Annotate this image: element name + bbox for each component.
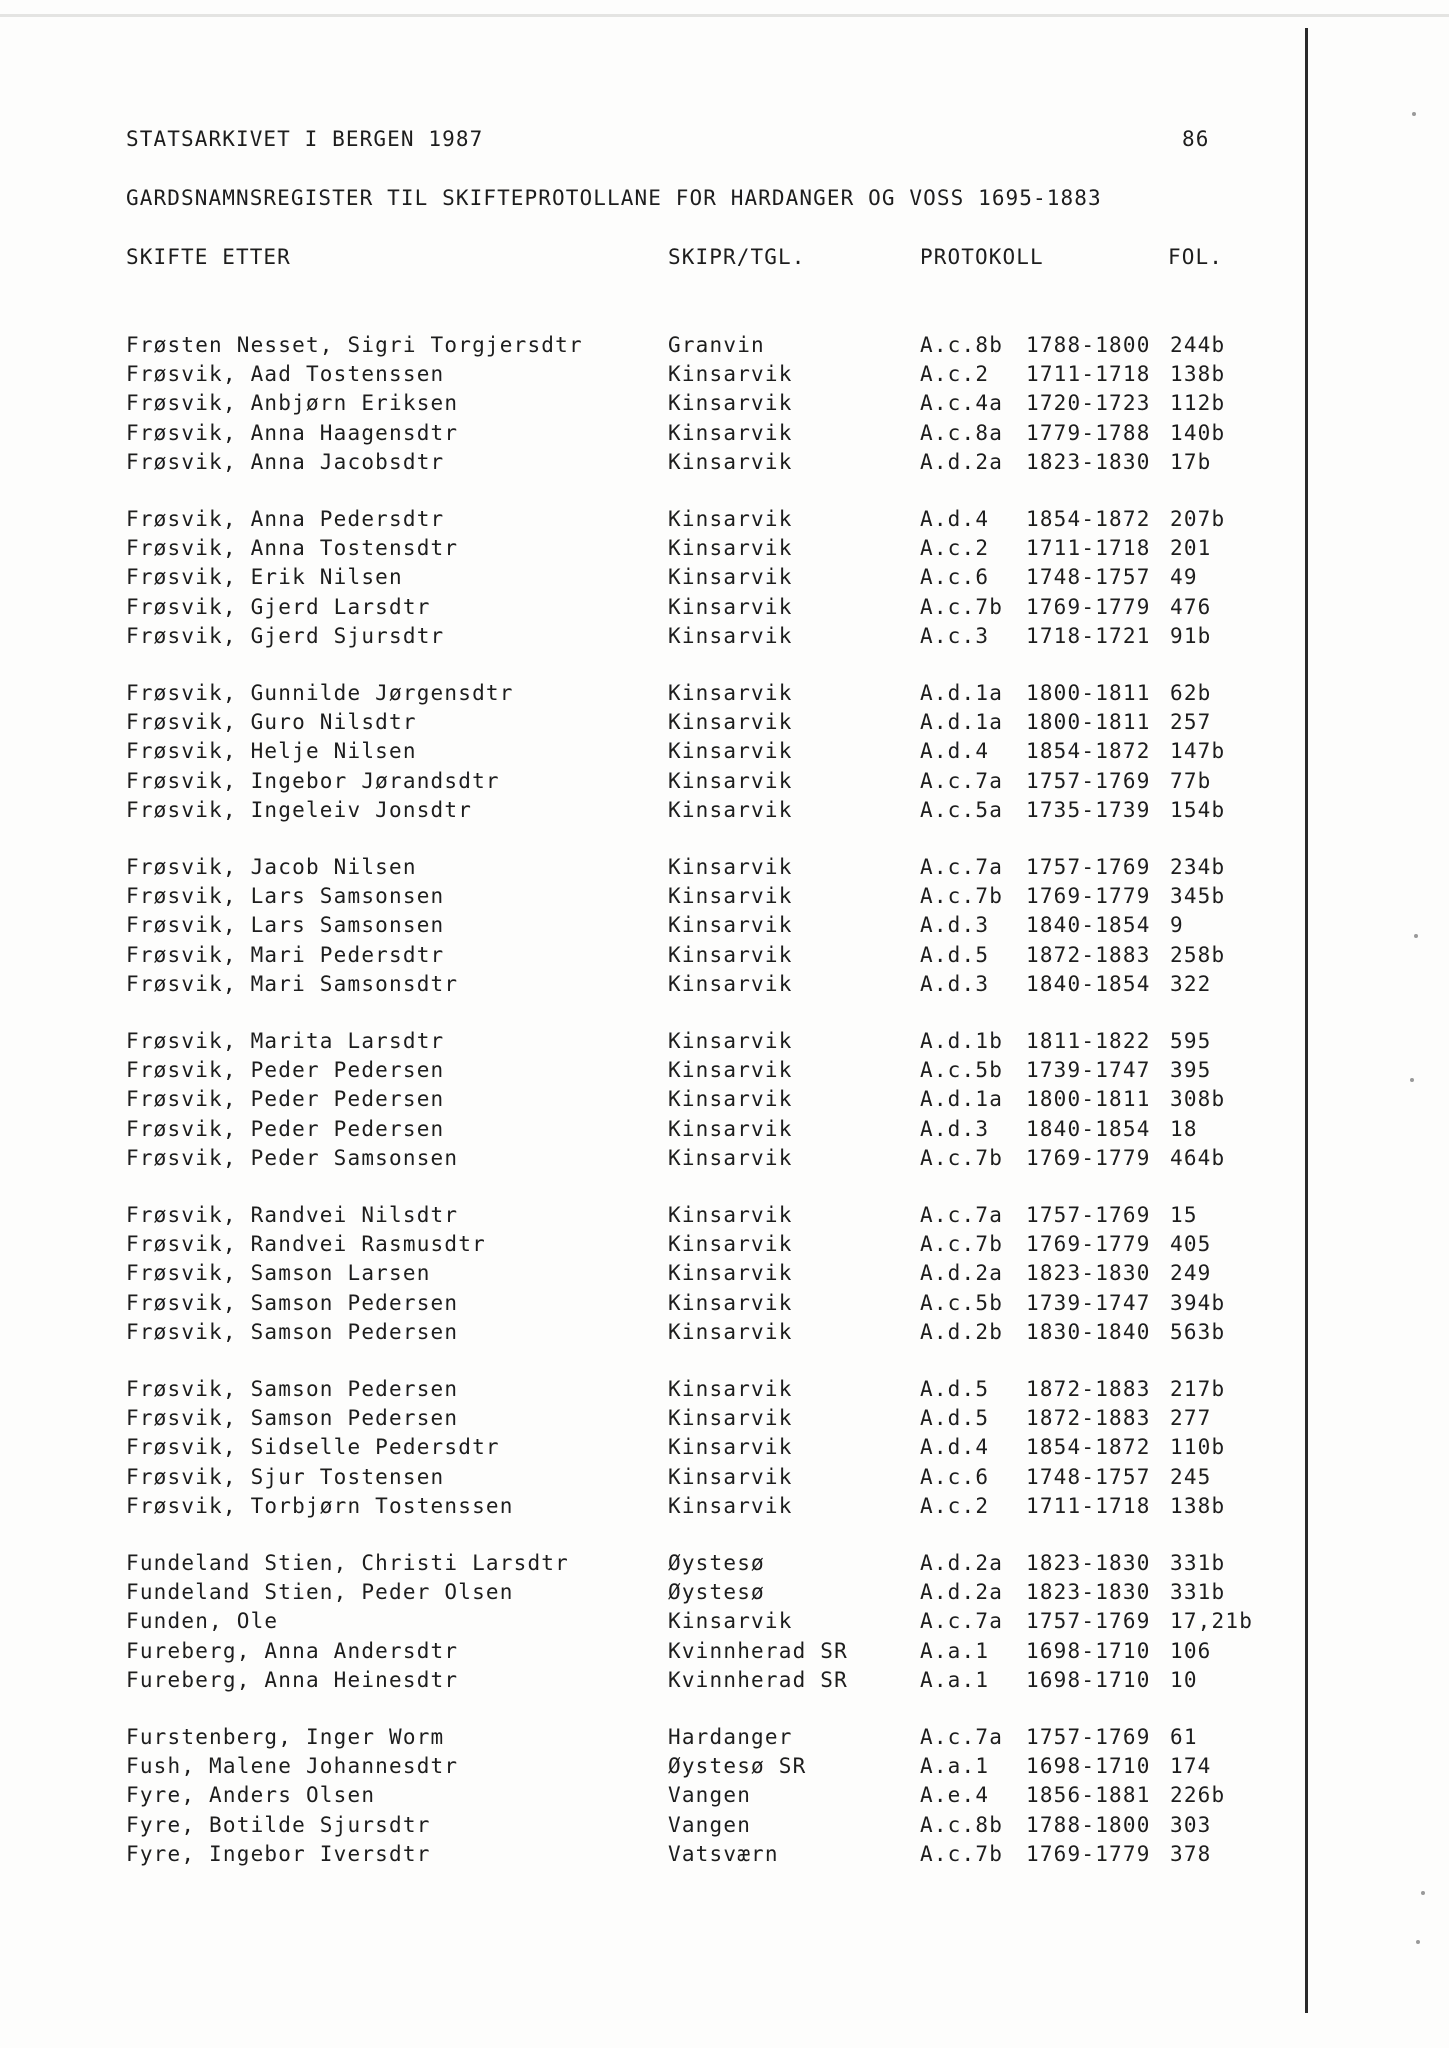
cell-folio: 49 bbox=[1170, 565, 1198, 589]
cell-place: Kinsarvik bbox=[668, 1377, 793, 1401]
cell-name: Frøsvik, Randvei Rasmusdtr bbox=[126, 1232, 486, 1256]
table-row bbox=[0, 1406, 1300, 1435]
cell-place: Kinsarvik bbox=[668, 1406, 793, 1430]
cell-folio: 18 bbox=[1170, 1117, 1198, 1141]
cell-name: Frøsvik, Peder Pedersen bbox=[126, 1087, 445, 1111]
archive-header: STATSARKIVET I BERGEN 1987 bbox=[126, 127, 484, 151]
cell-place: Kinsarvik bbox=[668, 1029, 793, 1053]
cell-folio: 62b bbox=[1170, 681, 1212, 705]
cell-name: Frøsvik, Peder Pedersen bbox=[126, 1058, 445, 1082]
cell-years: 1769-1779 bbox=[1026, 884, 1151, 908]
cell-protocol: A.c.8b bbox=[920, 333, 1004, 357]
cell-folio: 91b bbox=[1170, 624, 1212, 648]
cell-name: Frøsvik, Torbjørn Tostenssen bbox=[126, 1494, 514, 1518]
cell-protocol: A.c.4a bbox=[920, 391, 1004, 415]
table-row bbox=[0, 1639, 1300, 1668]
table-row bbox=[0, 1754, 1300, 1783]
cell-name: Fureberg, Anna Andersdtr bbox=[126, 1639, 459, 1663]
cell-place: Kinsarvik bbox=[668, 681, 793, 705]
cell-years: 1720-1723 bbox=[1026, 391, 1151, 415]
cell-years: 1757-1769 bbox=[1026, 769, 1151, 793]
cell-years: 1854-1872 bbox=[1026, 1435, 1151, 1459]
cell-folio: 405 bbox=[1170, 1232, 1212, 1256]
cell-years: 1748-1757 bbox=[1026, 1465, 1151, 1489]
cell-place: Kinsarvik bbox=[668, 943, 793, 967]
cell-folio: 331b bbox=[1170, 1580, 1226, 1604]
cell-years: 1823-1830 bbox=[1026, 1551, 1151, 1575]
table-row bbox=[0, 913, 1300, 942]
table-row bbox=[0, 972, 1300, 1001]
cell-place: Kinsarvik bbox=[668, 624, 793, 648]
cell-name: Frøsvik, Anna Pedersdtr bbox=[126, 507, 445, 531]
cell-protocol: A.c.7a bbox=[920, 1203, 1004, 1227]
cell-protocol: A.c.6 bbox=[920, 565, 990, 589]
cell-place: Kinsarvik bbox=[668, 913, 793, 937]
cell-folio: 217b bbox=[1170, 1377, 1226, 1401]
cell-name: Frøsvik, Lars Samsonsen bbox=[126, 913, 445, 937]
register-title: GARDSNAMNSREGISTER TIL SKIFTEPROTOLLANE FOR HARDANGER OG VOSS 1695-1883 bbox=[126, 186, 1102, 210]
cell-years: 1872-1883 bbox=[1026, 1377, 1151, 1401]
cell-protocol: A.d.4 bbox=[920, 739, 990, 763]
cell-folio: 226b bbox=[1170, 1783, 1226, 1807]
table-row bbox=[0, 1146, 1300, 1175]
cell-name: Frøsvik, Mari Samsonsdtr bbox=[126, 972, 459, 996]
cell-folio: 395 bbox=[1170, 1058, 1212, 1082]
cell-folio: 77b bbox=[1170, 769, 1212, 793]
cell-name: Frøsvik, Anna Tostensdtr bbox=[126, 536, 459, 560]
table-row bbox=[0, 1232, 1300, 1261]
table-row bbox=[0, 1058, 1300, 1087]
table-row bbox=[0, 681, 1300, 710]
cell-protocol: A.c.7b bbox=[920, 595, 1004, 619]
cell-protocol: A.d.1a bbox=[920, 681, 1004, 705]
cell-protocol: A.a.1 bbox=[920, 1639, 990, 1663]
cell-place: Kinsarvik bbox=[668, 1609, 793, 1633]
table-row bbox=[0, 391, 1300, 420]
cell-years: 1800-1811 bbox=[1026, 710, 1151, 734]
table-row bbox=[0, 769, 1300, 798]
cell-place: Kvinnherad SR bbox=[668, 1668, 848, 1692]
table-row bbox=[0, 1087, 1300, 1116]
cell-name: Frøsvik, Marita Larsdtr bbox=[126, 1029, 445, 1053]
cell-years: 1698-1710 bbox=[1026, 1668, 1151, 1692]
table-row bbox=[0, 1668, 1300, 1697]
cell-name: Frøsvik, Gunnilde Jørgensdtr bbox=[126, 681, 514, 705]
cell-years: 1757-1769 bbox=[1026, 855, 1151, 879]
cell-years: 1830-1840 bbox=[1026, 1320, 1151, 1344]
cell-protocol: A.d.3 bbox=[920, 1117, 990, 1141]
cell-protocol: A.c.7a bbox=[920, 855, 1004, 879]
cell-name: Fundeland Stien, Peder Olsen bbox=[126, 1580, 514, 1604]
cell-folio: 245 bbox=[1170, 1465, 1212, 1489]
cell-place: Kinsarvik bbox=[668, 798, 793, 822]
cell-years: 1800-1811 bbox=[1026, 681, 1151, 705]
cell-place: Vangen bbox=[668, 1783, 752, 1807]
cell-protocol: A.c.7b bbox=[920, 884, 1004, 908]
cell-place: Kinsarvik bbox=[668, 739, 793, 763]
cell-protocol: A.d.4 bbox=[920, 1435, 990, 1459]
table-row bbox=[0, 1783, 1300, 1812]
cell-name: Frøsvik, Samson Larsen bbox=[126, 1261, 431, 1285]
cell-name: Frøsvik, Helje Nilsen bbox=[126, 739, 417, 763]
table-row bbox=[0, 421, 1300, 450]
page-top-edge bbox=[0, 14, 1449, 17]
cell-protocol: A.d.4 bbox=[920, 507, 990, 531]
cell-protocol: A.c.3 bbox=[920, 624, 990, 648]
cell-years: 1823-1830 bbox=[1026, 1580, 1151, 1604]
cell-years: 1854-1872 bbox=[1026, 739, 1151, 763]
cell-protocol: A.d.3 bbox=[920, 972, 990, 996]
cell-protocol: A.c.2 bbox=[920, 362, 990, 386]
cell-name: Furstenberg, Inger Worm bbox=[126, 1725, 445, 1749]
cell-place: Kinsarvik bbox=[668, 362, 793, 386]
cell-protocol: A.c.7b bbox=[920, 1146, 1004, 1170]
cell-place: Øystesø SR bbox=[668, 1754, 807, 1778]
cell-folio: 201 bbox=[1170, 536, 1212, 560]
cell-name: Fyre, Anders Olsen bbox=[126, 1783, 376, 1807]
cell-name: Frøsvik, Ingeleiv Jonsdtr bbox=[126, 798, 473, 822]
cell-years: 1811-1822 bbox=[1026, 1029, 1151, 1053]
cell-name: Frøsvik, Samson Pedersen bbox=[126, 1291, 459, 1315]
cell-place: Kinsarvik bbox=[668, 1291, 793, 1315]
table-row bbox=[0, 507, 1300, 536]
cell-folio: 277 bbox=[1170, 1406, 1212, 1430]
table-row bbox=[0, 1377, 1300, 1406]
cell-protocol: A.a.1 bbox=[920, 1668, 990, 1692]
table-row bbox=[0, 362, 1300, 391]
cell-years: 1757-1769 bbox=[1026, 1609, 1151, 1633]
cell-protocol: A.d.2a bbox=[920, 450, 1004, 474]
table-row bbox=[0, 536, 1300, 565]
cell-years: 1698-1710 bbox=[1026, 1754, 1151, 1778]
cell-folio: 10 bbox=[1170, 1668, 1198, 1692]
cell-years: 1739-1747 bbox=[1026, 1058, 1151, 1082]
cell-place: Kinsarvik bbox=[668, 565, 793, 589]
cell-folio: 563b bbox=[1170, 1320, 1226, 1344]
cell-place: Kinsarvik bbox=[668, 507, 793, 531]
cell-place: Kinsarvik bbox=[668, 421, 793, 445]
cell-folio: 110b bbox=[1170, 1435, 1226, 1459]
cell-protocol: A.c.5a bbox=[920, 798, 1004, 822]
cell-place: Kinsarvik bbox=[668, 1435, 793, 1459]
cell-protocol: A.c.8a bbox=[920, 421, 1004, 445]
column-header-name: SKIFTE ETTER bbox=[126, 245, 291, 269]
table-row bbox=[0, 333, 1300, 362]
cell-name: Frøsvik, Jacob Nilsen bbox=[126, 855, 417, 879]
cell-name: Fyre, Botilde Sjursdtr bbox=[126, 1813, 431, 1837]
cell-protocol: A.c.8b bbox=[920, 1813, 1004, 1837]
cell-years: 1856-1881 bbox=[1026, 1783, 1151, 1807]
scan-speck bbox=[1414, 934, 1418, 938]
cell-name: Frøsvik, Randvei Nilsdtr bbox=[126, 1203, 459, 1227]
cell-years: 1757-1769 bbox=[1026, 1203, 1151, 1227]
cell-years: 1769-1779 bbox=[1026, 1146, 1151, 1170]
cell-place: Kinsarvik bbox=[668, 1494, 793, 1518]
cell-name: Fush, Malene Johannesdtr bbox=[126, 1754, 459, 1778]
cell-place: Kinsarvik bbox=[668, 1203, 793, 1227]
cell-protocol: A.d.5 bbox=[920, 1406, 990, 1430]
cell-name: Frøsvik, Samson Pedersen bbox=[126, 1377, 459, 1401]
column-header-place: SKIPR/TGL. bbox=[668, 245, 806, 269]
cell-years: 1757-1769 bbox=[1026, 1725, 1151, 1749]
table-row bbox=[0, 943, 1300, 972]
scan-speck bbox=[1416, 1940, 1420, 1944]
cell-name: Frøsvik, Aad Tostenssen bbox=[126, 362, 445, 386]
scan-speck bbox=[1410, 1078, 1414, 1082]
cell-folio: 234b bbox=[1170, 855, 1226, 879]
cell-protocol: A.c.7a bbox=[920, 769, 1004, 793]
cell-folio: 595 bbox=[1170, 1029, 1212, 1053]
cell-name: Fyre, Ingebor Iversdtr bbox=[126, 1842, 431, 1866]
cell-folio: 303 bbox=[1170, 1813, 1212, 1837]
cell-protocol: A.d.5 bbox=[920, 943, 990, 967]
cell-years: 1840-1854 bbox=[1026, 1117, 1151, 1141]
table-row bbox=[0, 855, 1300, 884]
cell-years: 1779-1788 bbox=[1026, 421, 1151, 445]
cell-protocol: A.d.1a bbox=[920, 710, 1004, 734]
cell-place: Kinsarvik bbox=[668, 1261, 793, 1285]
cell-years: 1711-1718 bbox=[1026, 362, 1151, 386]
cell-folio: 17,21b bbox=[1170, 1609, 1254, 1633]
cell-folio: 147b bbox=[1170, 739, 1226, 763]
table-row bbox=[0, 1029, 1300, 1058]
cell-protocol: A.c.6 bbox=[920, 1465, 990, 1489]
cell-folio: 258b bbox=[1170, 943, 1226, 967]
cell-years: 1698-1710 bbox=[1026, 1639, 1151, 1663]
cell-place: Kinsarvik bbox=[668, 972, 793, 996]
cell-protocol: A.c.2 bbox=[920, 536, 990, 560]
cell-years: 1872-1883 bbox=[1026, 1406, 1151, 1430]
cell-name: Frøsvik, Peder Pedersen bbox=[126, 1117, 445, 1141]
cell-years: 1769-1779 bbox=[1026, 1842, 1151, 1866]
cell-folio: 61 bbox=[1170, 1725, 1198, 1749]
cell-place: Kvinnherad SR bbox=[668, 1639, 848, 1663]
cell-protocol: A.c.5b bbox=[920, 1291, 1004, 1315]
cell-folio: 140b bbox=[1170, 421, 1226, 445]
cell-protocol: A.c.7b bbox=[920, 1232, 1004, 1256]
cell-protocol: A.d.2a bbox=[920, 1551, 1004, 1575]
cell-place: Kinsarvik bbox=[668, 1087, 793, 1111]
table-row bbox=[0, 1609, 1300, 1638]
cell-protocol: A.d.5 bbox=[920, 1377, 990, 1401]
cell-name: Frøsvik, Anbjørn Eriksen bbox=[126, 391, 459, 415]
cell-protocol: A.a.1 bbox=[920, 1754, 990, 1778]
cell-place: Øystesø bbox=[668, 1551, 765, 1575]
table-row bbox=[0, 1320, 1300, 1349]
cell-place: Kinsarvik bbox=[668, 1146, 793, 1170]
cell-years: 1735-1739 bbox=[1026, 798, 1151, 822]
cell-name: Frøsvik, Lars Samsonsen bbox=[126, 884, 445, 908]
table-row bbox=[0, 450, 1300, 479]
cell-protocol: A.c.2 bbox=[920, 1494, 990, 1518]
cell-folio: 322 bbox=[1170, 972, 1212, 996]
cell-protocol: A.d.3 bbox=[920, 913, 990, 937]
cell-folio: 174 bbox=[1170, 1754, 1212, 1778]
cell-years: 1711-1718 bbox=[1026, 536, 1151, 560]
cell-years: 1748-1757 bbox=[1026, 565, 1151, 589]
cell-name: Frøsvik, Sjur Tostensen bbox=[126, 1465, 445, 1489]
cell-protocol: A.c.7a bbox=[920, 1725, 1004, 1749]
cell-place: Kinsarvik bbox=[668, 1058, 793, 1082]
cell-years: 1788-1800 bbox=[1026, 333, 1151, 357]
cell-folio: 138b bbox=[1170, 1494, 1226, 1518]
table-row bbox=[0, 798, 1300, 827]
cell-name: Frøsvik, Gjerd Larsdtr bbox=[126, 595, 431, 619]
cell-folio: 308b bbox=[1170, 1087, 1226, 1111]
table-row bbox=[0, 595, 1300, 624]
cell-years: 1739-1747 bbox=[1026, 1291, 1151, 1315]
cell-protocol: A.d.1a bbox=[920, 1087, 1004, 1111]
cell-name: Frøsvik, Erik Nilsen bbox=[126, 565, 403, 589]
cell-folio: 17b bbox=[1170, 450, 1212, 474]
column-header-protocol: PROTOKOLL bbox=[920, 245, 1044, 269]
scan-speck bbox=[1412, 112, 1416, 116]
table-row bbox=[0, 1465, 1300, 1494]
cell-years: 1711-1718 bbox=[1026, 1494, 1151, 1518]
cell-protocol: A.d.2b bbox=[920, 1320, 1004, 1344]
table-row bbox=[0, 1813, 1300, 1842]
cell-years: 1840-1854 bbox=[1026, 913, 1151, 937]
cell-folio: 106 bbox=[1170, 1639, 1212, 1663]
cell-name: Frøsvik, Mari Pedersdtr bbox=[126, 943, 445, 967]
cell-name: Frøsvik, Samson Pedersen bbox=[126, 1320, 459, 1344]
cell-name: Frøsten Nesset, Sigri Torgjersdtr bbox=[126, 333, 583, 357]
table-row bbox=[0, 624, 1300, 653]
cell-years: 1823-1830 bbox=[1026, 450, 1151, 474]
cell-name: Frøsvik, Guro Nilsdtr bbox=[126, 710, 417, 734]
cell-protocol: A.d.1b bbox=[920, 1029, 1004, 1053]
table-row bbox=[0, 1117, 1300, 1146]
table-row bbox=[0, 1725, 1300, 1754]
cell-place: Kinsarvik bbox=[668, 710, 793, 734]
cell-folio: 378 bbox=[1170, 1842, 1212, 1866]
cell-name: Frøsvik, Sidselle Pedersdtr bbox=[126, 1435, 500, 1459]
cell-name: Fundeland Stien, Christi Larsdtr bbox=[126, 1551, 569, 1575]
cell-place: Kinsarvik bbox=[668, 1232, 793, 1256]
cell-protocol: A.e.4 bbox=[920, 1783, 990, 1807]
scan-speck bbox=[1421, 1891, 1425, 1895]
cell-folio: 249 bbox=[1170, 1261, 1212, 1285]
cell-place: Øystesø bbox=[668, 1580, 765, 1604]
table-row bbox=[0, 1842, 1300, 1871]
cell-place: Kinsarvik bbox=[668, 1465, 793, 1489]
page-number: 86 bbox=[1182, 127, 1210, 151]
cell-years: 1854-1872 bbox=[1026, 507, 1151, 531]
cell-place: Kinsarvik bbox=[668, 595, 793, 619]
cell-name: Frøsvik, Anna Jacobsdtr bbox=[126, 450, 445, 474]
table-row bbox=[0, 884, 1300, 913]
cell-place: Kinsarvik bbox=[668, 1320, 793, 1344]
table-row bbox=[0, 1203, 1300, 1232]
table-row bbox=[0, 1435, 1300, 1464]
margin-rule bbox=[1305, 28, 1308, 2013]
cell-place: Kinsarvik bbox=[668, 855, 793, 879]
cell-years: 1840-1854 bbox=[1026, 972, 1151, 996]
table-row bbox=[0, 565, 1300, 594]
cell-years: 1769-1779 bbox=[1026, 595, 1151, 619]
cell-folio: 257 bbox=[1170, 710, 1212, 734]
cell-years: 1769-1779 bbox=[1026, 1232, 1151, 1256]
table-row bbox=[0, 1291, 1300, 1320]
table-row bbox=[0, 1261, 1300, 1290]
cell-place: Kinsarvik bbox=[668, 450, 793, 474]
cell-name: Frøsvik, Samson Pedersen bbox=[126, 1406, 459, 1430]
cell-place: Vatsværn bbox=[668, 1842, 779, 1866]
cell-folio: 138b bbox=[1170, 362, 1226, 386]
cell-protocol: A.c.7a bbox=[920, 1609, 1004, 1633]
cell-protocol: A.d.2a bbox=[920, 1580, 1004, 1604]
cell-years: 1788-1800 bbox=[1026, 1813, 1151, 1837]
cell-years: 1800-1811 bbox=[1026, 1087, 1151, 1111]
cell-folio: 112b bbox=[1170, 391, 1226, 415]
cell-years: 1823-1830 bbox=[1026, 1261, 1151, 1285]
cell-protocol: A.c.5b bbox=[920, 1058, 1004, 1082]
cell-folio: 15 bbox=[1170, 1203, 1198, 1227]
cell-place: Kinsarvik bbox=[668, 769, 793, 793]
cell-folio: 331b bbox=[1170, 1551, 1226, 1575]
cell-folio: 464b bbox=[1170, 1146, 1226, 1170]
cell-name: Frøsvik, Ingebor Jørandsdtr bbox=[126, 769, 500, 793]
cell-place: Kinsarvik bbox=[668, 884, 793, 908]
cell-protocol: A.c.7b bbox=[920, 1842, 1004, 1866]
cell-name: Frøsvik, Peder Samsonsen bbox=[126, 1146, 459, 1170]
cell-folio: 9 bbox=[1170, 913, 1184, 937]
table-row bbox=[0, 710, 1300, 739]
cell-place: Hardanger bbox=[668, 1725, 793, 1749]
table-row bbox=[0, 1494, 1300, 1523]
cell-years: 1872-1883 bbox=[1026, 943, 1151, 967]
cell-place: Kinsarvik bbox=[668, 1117, 793, 1141]
cell-name: Frøsvik, Gjerd Sjursdtr bbox=[126, 624, 445, 648]
cell-place: Kinsarvik bbox=[668, 391, 793, 415]
cell-protocol: A.d.2a bbox=[920, 1261, 1004, 1285]
cell-name: Frøsvik, Anna Haagensdtr bbox=[126, 421, 459, 445]
cell-name: Fureberg, Anna Heinesdtr bbox=[126, 1668, 459, 1692]
cell-folio: 244b bbox=[1170, 333, 1226, 357]
cell-folio: 345b bbox=[1170, 884, 1226, 908]
table-row bbox=[0, 1580, 1300, 1609]
cell-place: Kinsarvik bbox=[668, 536, 793, 560]
cell-folio: 394b bbox=[1170, 1291, 1226, 1315]
cell-place: Granvin bbox=[668, 333, 765, 357]
cell-folio: 154b bbox=[1170, 798, 1226, 822]
table-row bbox=[0, 739, 1300, 768]
cell-folio: 207b bbox=[1170, 507, 1226, 531]
cell-name: Funden, Ole bbox=[126, 1609, 279, 1633]
table-row bbox=[0, 1551, 1300, 1580]
cell-years: 1718-1721 bbox=[1026, 624, 1151, 648]
column-header-folio: FOL. bbox=[1168, 245, 1223, 269]
cell-place: Vangen bbox=[668, 1813, 752, 1837]
cell-folio: 476 bbox=[1170, 595, 1212, 619]
